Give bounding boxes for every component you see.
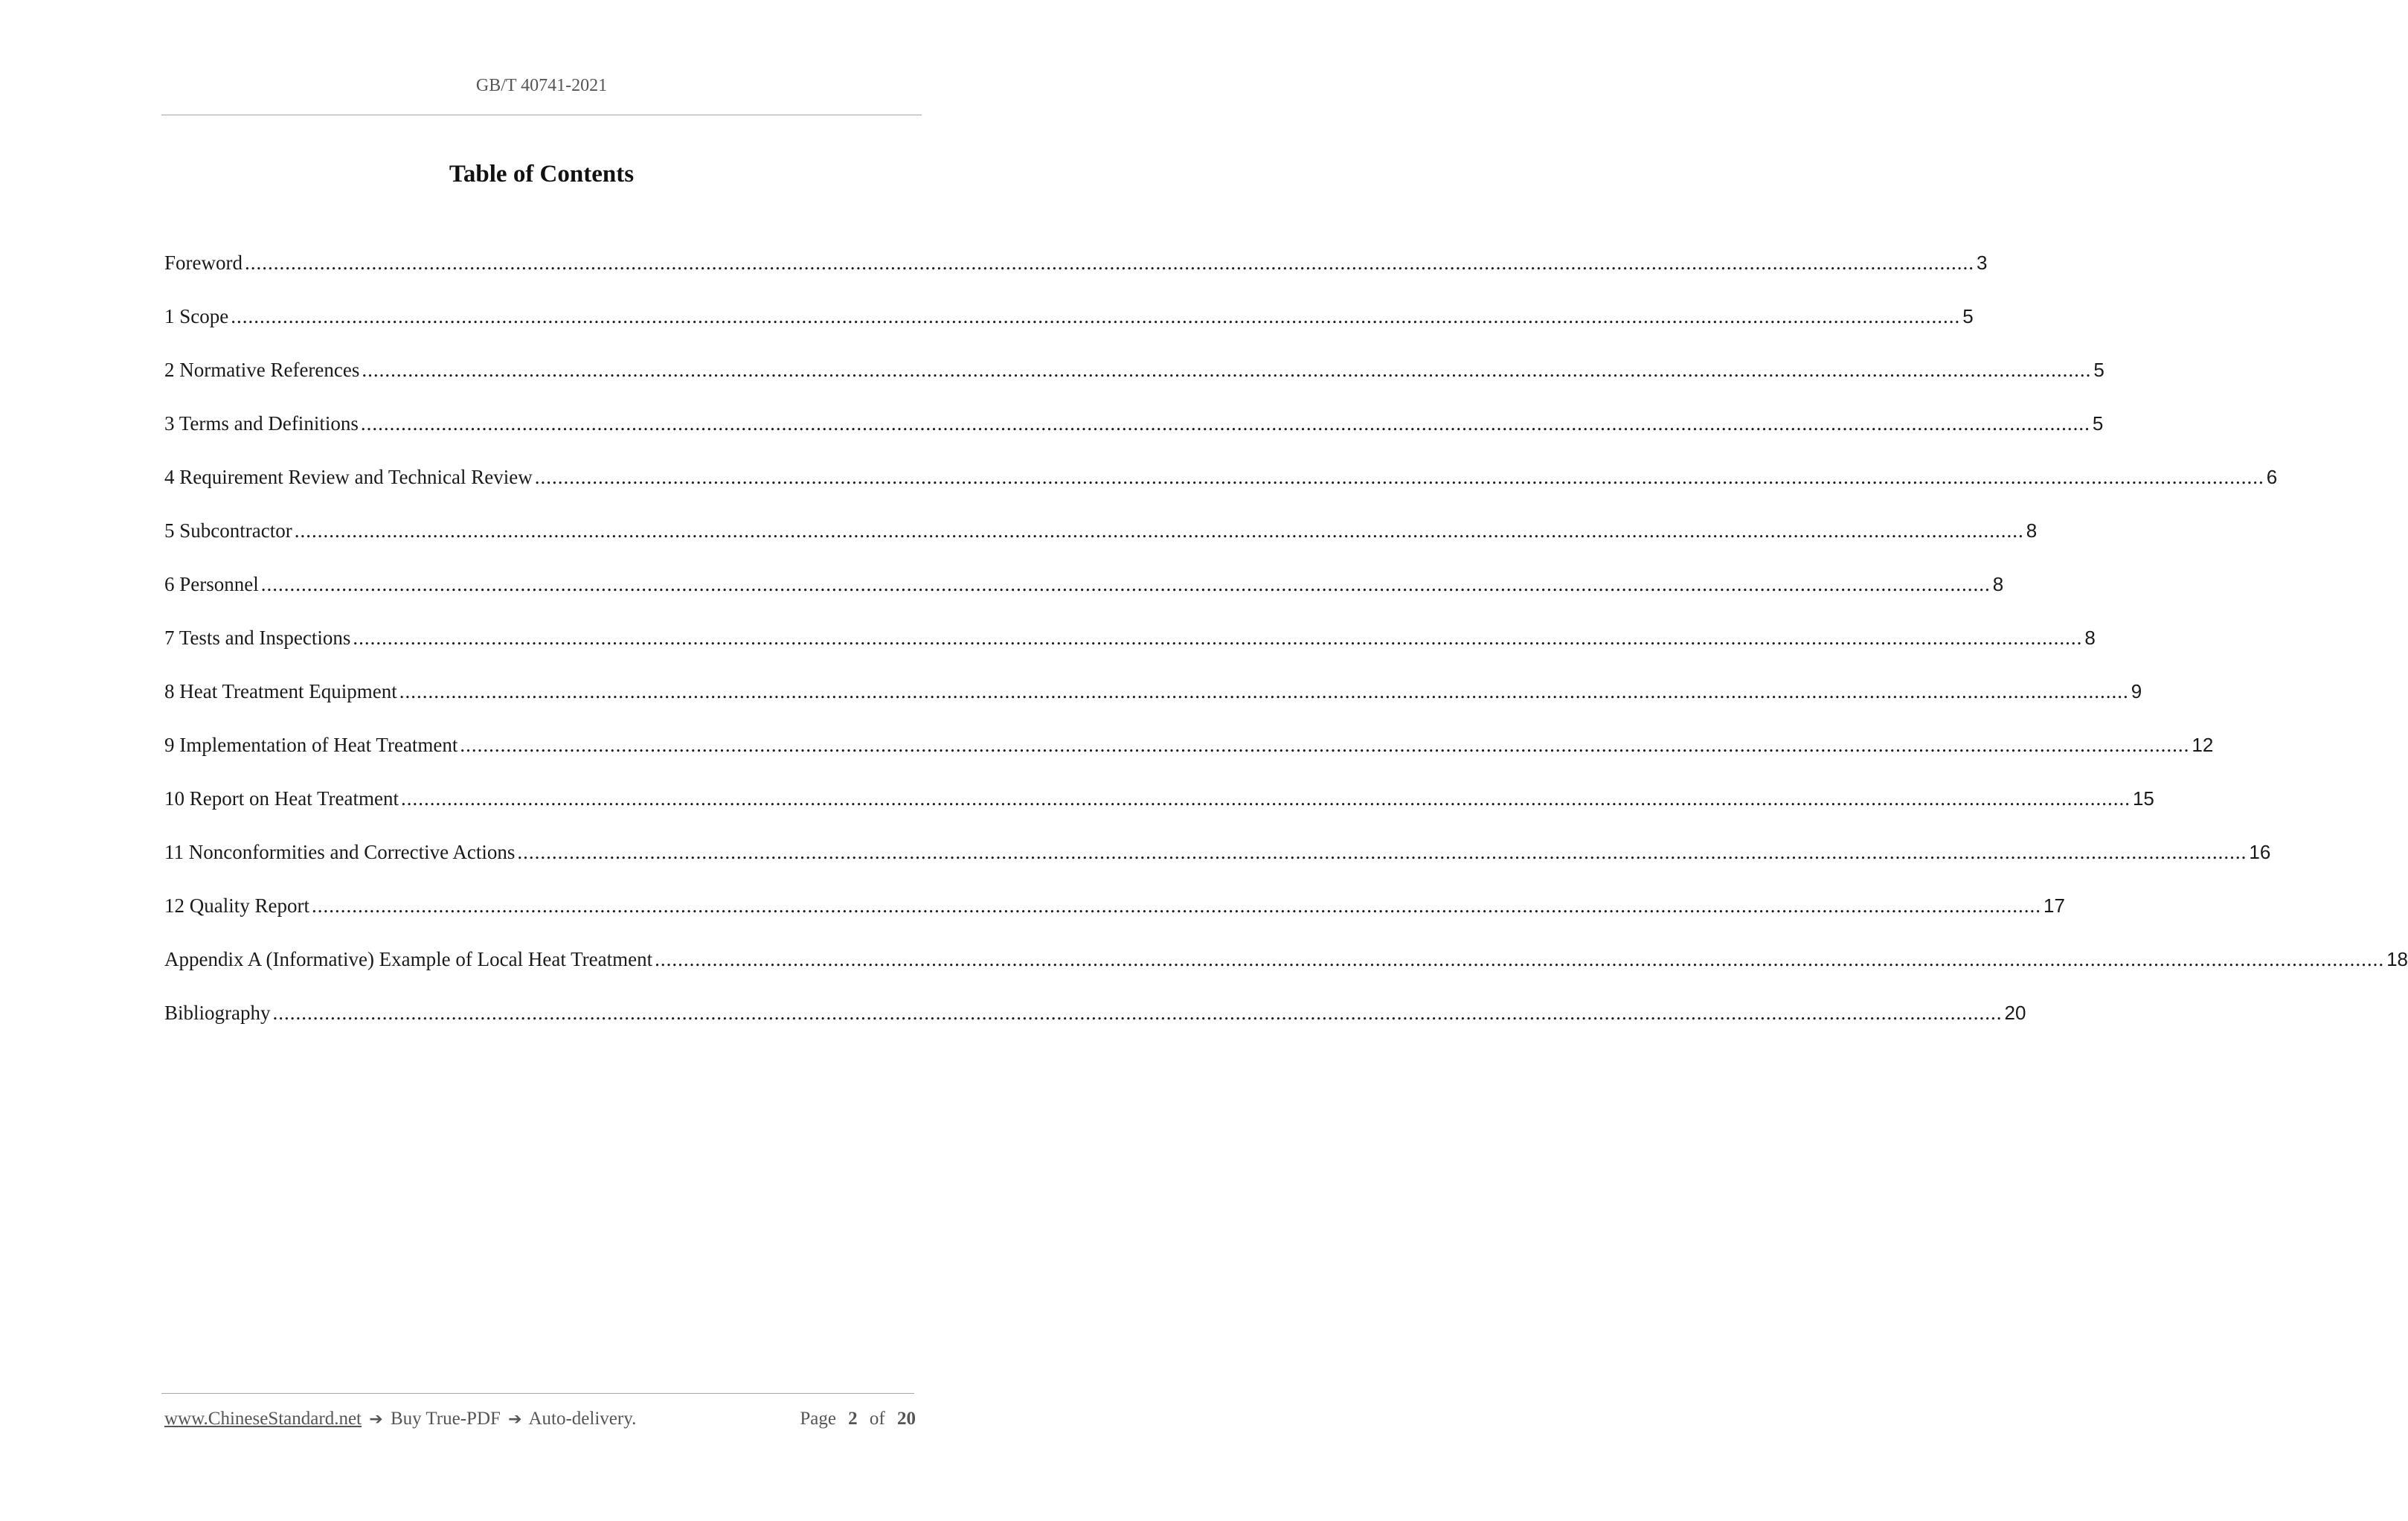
footer-divider bbox=[161, 1393, 914, 1394]
toc-entry[interactable] bbox=[164, 841, 2271, 894]
toc-entry-label: 6 Personnel bbox=[164, 573, 259, 595]
website-link[interactable]: www.ChineseStandard.net bbox=[164, 1409, 362, 1429]
total-pages-number: 20 bbox=[897, 1409, 916, 1429]
toc-entry[interactable] bbox=[164, 252, 1988, 305]
page-indicator bbox=[800, 1409, 916, 1429]
toc-entry-label: Foreword bbox=[164, 252, 243, 274]
toc-leader-dots: ............................................................................................................................................................................................................................................................................................................ bbox=[294, 519, 2024, 542]
toc-entry[interactable] bbox=[164, 573, 2004, 627]
toc-entry[interactable] bbox=[164, 680, 2142, 734]
toc-page-number: 8 bbox=[2084, 627, 2096, 649]
right-arrow-icon: ➔ bbox=[369, 1410, 383, 1429]
toc-page-number: 8 bbox=[2026, 519, 2038, 542]
toc-leader-dots: ............................................................................................................................................................................................................................................................................................................ bbox=[534, 466, 2264, 488]
toc-page-number: 17 bbox=[2043, 894, 2065, 917]
toc-entry[interactable] bbox=[164, 627, 2096, 680]
toc-page-number: 18 bbox=[2386, 948, 2408, 970]
toc-leader-dots: ............................................................................................................................................................................................................................................................................................................ bbox=[260, 573, 1991, 595]
toc-entry-label: 1 Scope bbox=[164, 305, 229, 327]
toc-entry-label: 2 Normative References bbox=[164, 359, 360, 381]
document-id-header: GB/T 40741-2021 bbox=[475, 76, 608, 95]
toc-leader-dots: ............................................................................................................................................................................................................................................................................................................ bbox=[311, 894, 2041, 917]
toc-entry[interactable] bbox=[164, 305, 1974, 359]
toc-leader-dots: ............................................................................................................................................................................................................................................................................................................ bbox=[362, 359, 2092, 381]
toc-entry-label: 5 Subcontractor bbox=[164, 519, 292, 542]
toc-entry-label: Bibliography bbox=[164, 1002, 271, 1024]
current-page-number: 2 bbox=[848, 1409, 858, 1429]
toc-entry[interactable] bbox=[164, 412, 2104, 466]
buy-true-pdf-text: Buy True-PDF bbox=[390, 1409, 501, 1429]
toc-entry[interactable] bbox=[164, 466, 2278, 519]
toc-entry-label: 12 Quality Report bbox=[164, 894, 309, 917]
toc-entry-label: Appendix A (Informative) Example of Local Heat Treatment bbox=[164, 948, 653, 970]
toc-leader-dots: ............................................................................................................................................................................................................................................................................................................ bbox=[272, 1002, 2003, 1024]
toc-leader-dots: ............................................................................................................................................................................................................................................................................................................ bbox=[460, 734, 2190, 756]
toc-entry-label: 9 Implementation of Heat Treatment bbox=[164, 734, 458, 756]
table-of-contents bbox=[164, 252, 2408, 1055]
toc-page-number: 5 bbox=[1962, 305, 1974, 327]
toc-entry-label: 11 Nonconformities and Corrective Actions bbox=[164, 841, 516, 863]
toc-entry-label: 4 Requirement Review and Technical Review bbox=[164, 466, 533, 488]
auto-delivery-text: Auto-delivery. bbox=[528, 1409, 637, 1429]
toc-entry[interactable] bbox=[164, 894, 2065, 948]
toc-page-number: 20 bbox=[2004, 1002, 2026, 1024]
page-word: Page bbox=[800, 1409, 836, 1429]
toc-page-number: 15 bbox=[2132, 787, 2154, 810]
toc-leader-dots: ............................................................................................................................................................................................................................................................................................................ bbox=[353, 627, 2083, 649]
toc-page-number: 9 bbox=[2131, 680, 2142, 702]
toc-leader-dots: ............................................................................................................................................................................................................................................................................................................ bbox=[399, 680, 2129, 702]
toc-entry[interactable] bbox=[164, 359, 2104, 412]
toc-page-number: 8 bbox=[1992, 573, 2004, 595]
toc-leader-dots: ............................................................................................................................................................................................................................................................................................................ bbox=[655, 948, 2385, 970]
toc-leader-dots: ............................................................................................................................................................................................................................................................................................................ bbox=[400, 787, 2131, 810]
toc-entry[interactable] bbox=[164, 948, 2408, 1002]
toc-page-number: 3 bbox=[1976, 252, 1988, 274]
toc-entry-label: 7 Tests and Inspections bbox=[164, 627, 351, 649]
toc-page-number: 5 bbox=[2093, 359, 2104, 381]
toc-entry[interactable] bbox=[164, 519, 2038, 573]
right-arrow-icon: ➔ bbox=[508, 1410, 522, 1429]
toc-leader-dots: ............................................................................................................................................................................................................................................................................................................ bbox=[517, 841, 2247, 863]
toc-page-number: 12 bbox=[2192, 734, 2214, 756]
toc-leader-dots: ............................................................................................................................................................................................................................................................................................................ bbox=[231, 305, 1961, 327]
toc-entry-label: 10 Report on Heat Treatment bbox=[164, 787, 399, 810]
toc-leader-dots: ............................................................................................................................................................................................................................................................................................................ bbox=[360, 412, 2090, 435]
page-footer bbox=[164, 1409, 916, 1429]
toc-entry-label: 8 Heat Treatment Equipment bbox=[164, 680, 397, 702]
footer-promo bbox=[164, 1409, 636, 1429]
toc-page-number: 6 bbox=[2266, 466, 2278, 488]
toc-entry-label: 3 Terms and Definitions bbox=[164, 412, 359, 435]
toc-page-number: 16 bbox=[2249, 841, 2271, 863]
toc-page-number: 5 bbox=[2092, 412, 2104, 435]
toc-entry[interactable] bbox=[164, 734, 2214, 787]
toc-entry[interactable] bbox=[164, 1002, 2026, 1055]
of-word: of bbox=[869, 1409, 885, 1429]
toc-entry[interactable] bbox=[164, 787, 2154, 841]
page-title: Table of Contents bbox=[449, 161, 635, 188]
toc-leader-dots: ............................................................................................................................................................................................................................................................................................................ bbox=[244, 252, 1974, 274]
